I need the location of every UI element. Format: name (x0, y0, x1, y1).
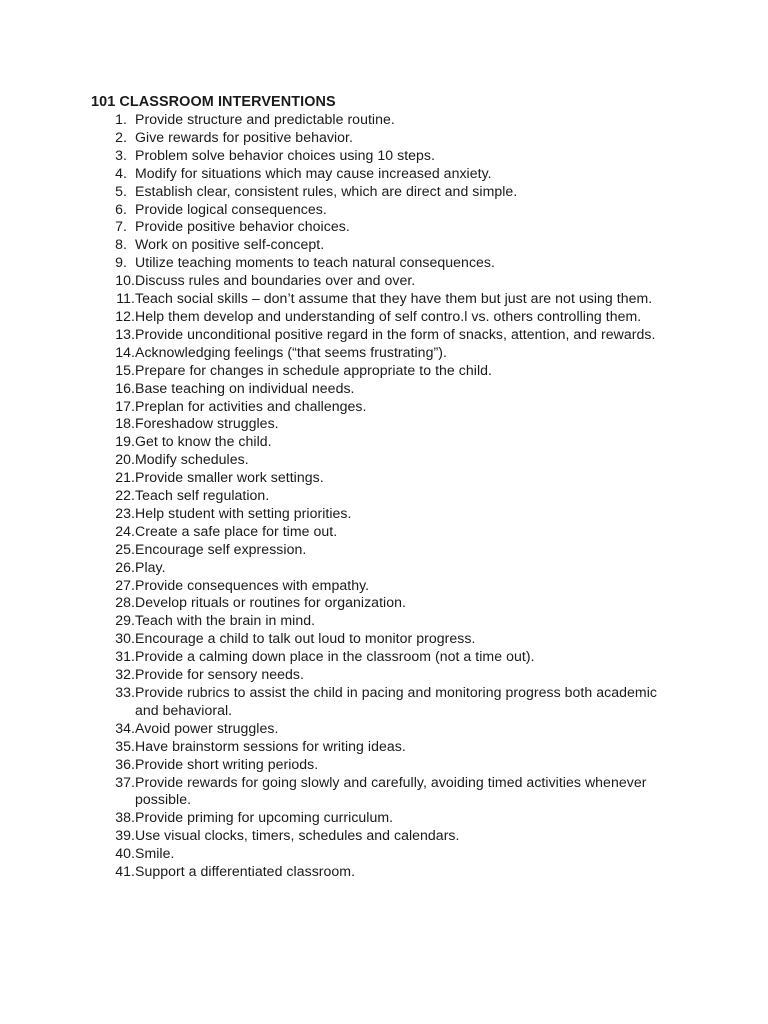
list-item (0, 809, 768, 827)
list-item-text: Help student with setting priorities. (135, 504, 352, 521)
list-item (0, 756, 768, 774)
list-item-number: 9. (115, 254, 127, 271)
list-item (0, 487, 768, 505)
list-item-text: Provide positive behavior choices. (135, 218, 350, 235)
list-item-number: 40. (115, 845, 135, 862)
list-item-number: 12. (115, 307, 135, 324)
list-item-number: 29. (115, 612, 135, 629)
list-item-number: 13. (115, 325, 135, 342)
list-item-number: 19. (115, 433, 135, 450)
list-item (0, 398, 768, 416)
list-item (0, 272, 768, 290)
list-item (0, 612, 768, 630)
list-item-text: Provide unconditional positive regard in the form of snacks, attention, and rewards. (135, 325, 656, 342)
list-item-number: 14. (115, 343, 135, 360)
list-item (0, 774, 768, 810)
list-item-number: 33. (115, 684, 135, 700)
list-item (0, 380, 768, 398)
list-item-number: 25. (115, 540, 135, 557)
list-item (0, 720, 768, 738)
list-item-text: Provide rubrics to assist the child in pacing and monitoring progress both academic and behavioral. (135, 684, 657, 718)
list-item-number: 11. (116, 290, 135, 307)
list-item (0, 469, 768, 487)
list-item (0, 666, 768, 684)
list-item-text: Teach social skills – don’t assume that they have them but just are not using them. (135, 290, 653, 307)
list-item-text: Provide logical consequences. (135, 200, 327, 217)
list-item-number: 28. (115, 594, 135, 611)
list-item (0, 183, 768, 201)
list-item (0, 308, 768, 326)
list-item (0, 201, 768, 219)
list-item (0, 827, 768, 845)
list-item-number: 26. (115, 558, 135, 575)
interventions-list (0, 111, 768, 881)
list-item (0, 147, 768, 165)
list-item-text: Provide consequences with empathy. (135, 576, 370, 593)
list-item-text: Use visual clocks, timers, schedules and calendars. (135, 827, 460, 844)
list-item-number: 10. (115, 272, 135, 289)
list-item-number: 36. (115, 755, 135, 772)
list-item-number: 23. (115, 504, 135, 521)
list-item-number: 20. (115, 451, 135, 468)
list-item (0, 648, 768, 666)
list-item (0, 505, 768, 523)
list-item (0, 684, 768, 720)
list-item-number: 2. (115, 128, 127, 145)
list-item (0, 559, 768, 577)
list-item-number: 27. (115, 576, 135, 593)
list-item-text: Utilize teaching moments to teach natural consequences. (135, 254, 495, 271)
list-item-text: Modify schedules. (135, 451, 249, 468)
list-item-text: Modify for situations which may cause increased anxiety. (135, 164, 492, 181)
list-item-number: 17. (115, 397, 135, 414)
list-item-number: 30. (115, 630, 135, 647)
list-item-text: Base teaching on individual needs. (135, 379, 355, 396)
list-item-number: 18. (115, 415, 135, 432)
list-item-text: Encourage a child to talk out loud to monitor progress. (135, 630, 476, 647)
list-item-number: 3. (115, 146, 127, 163)
list-item (0, 541, 768, 559)
list-item-number: 8. (115, 236, 127, 253)
list-item-number: 6. (115, 200, 127, 217)
list-item-number: 35. (115, 737, 135, 754)
list-item-text: Establish clear, consistent rules, which are direct and simple. (135, 182, 518, 199)
list-item-text: Help them develop and understanding of self contro.l vs. others controlling them. (135, 307, 642, 324)
list-item-text: Avoid power struggles. (135, 719, 279, 736)
list-item (0, 415, 768, 433)
list-item (0, 254, 768, 272)
list-item (0, 451, 768, 469)
list-item (0, 326, 768, 344)
list-item-text: Create a safe place for time out. (135, 522, 338, 539)
list-item-text: Provide rewards for going slowly and carefully, avoiding timed activities whenever possible. (135, 773, 647, 808)
list-item (0, 362, 768, 380)
list-item-text: Provide short writing periods. (135, 755, 319, 772)
list-item-number: 4. (115, 164, 127, 181)
list-item (0, 290, 768, 308)
list-item-text: Provide structure and predictable routine. (135, 111, 395, 127)
list-item (0, 738, 768, 756)
list-item-text: Give rewards for positive behavior. (135, 128, 353, 145)
list-item-text: Provide smaller work settings. (135, 469, 324, 486)
list-item-text: Preplan for activities and challenges. (135, 397, 367, 414)
list-item (0, 129, 768, 147)
list-item (0, 218, 768, 236)
list-item-text: Play. (135, 558, 166, 575)
list-item-text: Encourage self expression. (135, 540, 307, 557)
list-item (0, 845, 768, 863)
list-item (0, 630, 768, 648)
list-item (0, 433, 768, 451)
list-item-text: Develop rituals or routines for organization. (135, 594, 406, 611)
list-item (0, 577, 768, 595)
list-item-number: 21. (115, 469, 135, 486)
document-title: 101 CLASSROOM INTERVENTIONS (91, 94, 336, 110)
list-item-text: Teach with the brain in mind. (135, 612, 316, 629)
list-item (0, 523, 768, 541)
list-item-text: Provide for sensory needs. (135, 666, 304, 683)
list-item (0, 594, 768, 612)
list-item-text: Smile. (135, 845, 175, 862)
list-item-number: 41. (115, 863, 135, 880)
list-item (0, 165, 768, 183)
list-item-number: 5. (115, 182, 127, 199)
list-item-number: 34. (115, 719, 135, 736)
list-item (0, 863, 768, 881)
list-item-number: 24. (115, 522, 135, 539)
list-item-number: 7. (115, 218, 127, 235)
list-item-number: 37. (115, 773, 135, 790)
list-item-text: Work on positive self-concept. (135, 236, 325, 253)
list-item (0, 344, 768, 362)
list-item-text: Get to know the child. (135, 433, 272, 450)
list-item-text: Provide a calming down place in the classroom (not a time out). (135, 648, 535, 665)
list-item (0, 111, 768, 129)
list-item-number: 22. (115, 487, 135, 504)
list-item-number: 32. (115, 666, 135, 683)
list-item-text: Teach self regulation. (135, 487, 270, 504)
list-item-text: Support a differentiated classroom. (135, 863, 356, 880)
list-item-number: 31. (115, 648, 135, 665)
list-item-number: 39. (115, 827, 135, 844)
list-item (0, 236, 768, 254)
list-item-text: Have brainstorm sessions for writing ideas. (135, 737, 406, 754)
list-item-number: 38. (115, 809, 135, 826)
list-item-text: Discuss rules and boundaries over and over. (135, 272, 416, 289)
list-item-number: 16. (115, 379, 135, 396)
list-item-text: Acknowledging feelings (“that seems frustrating”). (135, 343, 447, 360)
list-item-text: Problem solve behavior choices using 10 steps. (135, 146, 435, 163)
list-item-text: Foreshadow struggles. (135, 415, 279, 432)
list-item-text: Provide priming for upcoming curriculum. (135, 809, 394, 826)
list-item-number: 15. (115, 361, 135, 378)
list-item-number: 1. (115, 111, 127, 127)
list-item-text: Prepare for changes in schedule appropriate to the child. (135, 361, 492, 378)
